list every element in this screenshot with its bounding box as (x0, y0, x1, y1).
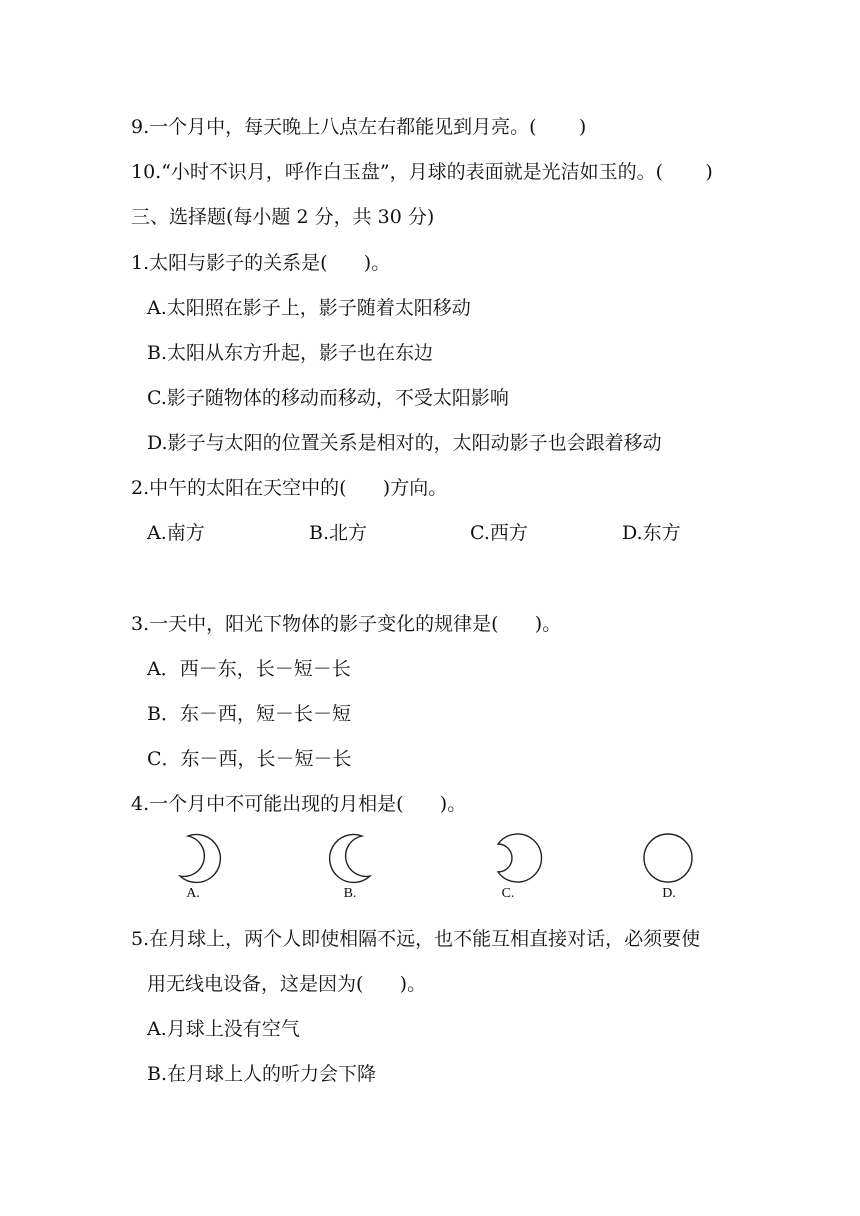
choice-3-option-b: B．东－西，短－长－短 (147, 703, 351, 725)
question-10: 10.“小时不识月，呼作白玉盘”，月球的表面就是光洁如玉的。( ) (131, 161, 713, 183)
section-heading: 三、选择题(每小题 2 分，共 30 分) (131, 206, 435, 228)
choice-1-option-b: B.太阳从东方升起，影子也在东边 (147, 342, 434, 364)
choice-5-stem-line-1: 5.在月球上，两个人即使相隔不远，也不能互相直接对话，必须要使 (131, 928, 701, 950)
moon-option-c-label: C. (501, 886, 515, 901)
choice-2-stem: 2.中午的太阳在天空中的( )方向。 (131, 477, 448, 499)
question-9: 9.一个月中，每天晚上八点左右都能见到月亮。( ) (131, 116, 587, 138)
choice-1-option-c: C.影子随物体的移动而移动，不受太阳影响 (147, 387, 509, 409)
moon-option-b-label: B. (343, 886, 357, 901)
moon-option-d-label: D. (662, 886, 676, 901)
choice-2-option-d: D.东方 (622, 522, 681, 544)
choice-5-stem-line-2: 用无线电设备，这是因为( )。 (147, 973, 427, 995)
choice-5-option-a: A.月球上没有空气 (147, 1018, 300, 1040)
choice-2-option-c: C.西方 (470, 522, 528, 544)
choice-1-option-a: A.太阳照在影子上，影子随着太阳移动 (147, 297, 471, 319)
choice-4-stem: 4.一个月中不可能出现的月相是( )。 (131, 793, 467, 815)
choice-5-option-b: B.在月球上人的听力会下降 (147, 1063, 377, 1085)
moon-option-a-label: A. (186, 886, 200, 901)
choice-1-option-d: D.影子与太阳的位置关系是相对的，太阳动影子也会跟着移动 (147, 432, 662, 454)
choice-3-stem: 3.一天中，阳光下物体的影子变化的规律是( )。 (131, 613, 562, 635)
choice-1-stem: 1.太阳与影子的关系是( )。 (131, 252, 391, 274)
choice-2-option-a: A.南方 (147, 522, 205, 544)
choice-3-option-a: A．西－东，长－短－长 (147, 658, 351, 680)
choice-3-option-c: C．东－西，长－短－长 (147, 748, 352, 770)
moon-phase-figures (160, 832, 720, 912)
choice-2-option-b: B.北方 (309, 522, 368, 544)
